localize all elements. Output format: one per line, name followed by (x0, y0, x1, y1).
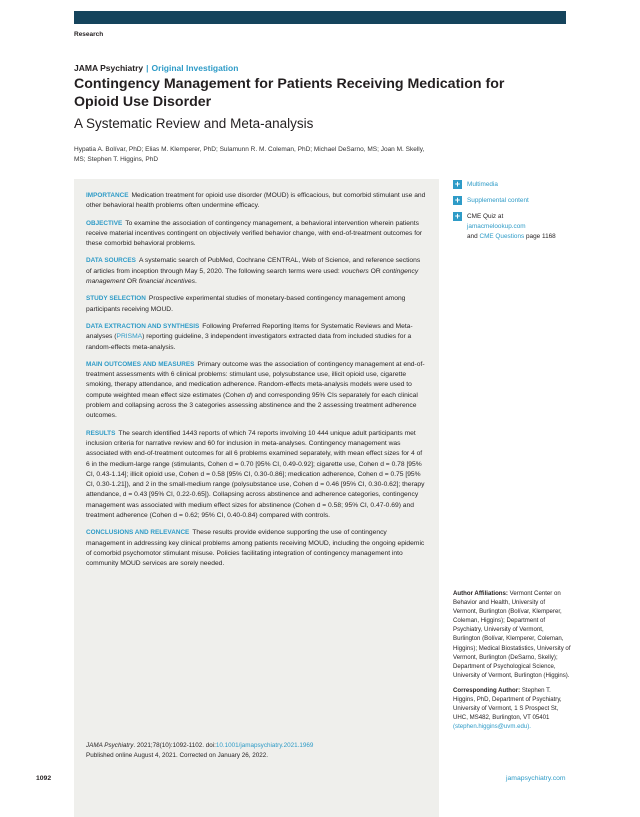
journal-name: JAMA Psychiatry (74, 63, 144, 73)
footer-url[interactable]: jamapsychiatry.com (506, 775, 566, 782)
cme-site-link[interactable]: jamacmelookup.com (467, 223, 526, 230)
search-operator: OR (368, 267, 383, 275)
cme-page: page 1168 (524, 233, 556, 240)
cme-label: CME Quiz at (467, 213, 504, 220)
abstract-data-extraction (86, 322, 427, 353)
plus-icon: + (454, 195, 461, 205)
page-number: 1092 (36, 775, 52, 782)
objective-heading: OBJECTIVE (86, 219, 123, 227)
plus-icon: + (454, 179, 461, 189)
data-sources-end: . (194, 278, 197, 286)
header-bar (74, 11, 566, 24)
importance-text: Medication treatment for opioid use disorder (MOUD) is efficacious, but comorbid stimulant use and other behavioral health problems often undermine efficacy. (86, 192, 426, 210)
search-term: vouchers (341, 267, 369, 275)
affiliations-block (453, 589, 571, 680)
abstract-outcomes (86, 360, 427, 422)
conclusions-heading: CONCLUSIONS AND RELEVANCE (86, 529, 190, 537)
supplemental-label: Supplemental content (467, 197, 529, 204)
abstract-box (74, 179, 439, 817)
corresponding-text: Stephen T. Higgins, PhD, Department of Psychiatry, University of Vermont, 1 S Prospect St, UHC, MS482, Burlington, VT 05401 (453, 686, 562, 722)
sidebar-links (453, 180, 573, 248)
data-extraction-heading: DATA EXTRACTION AND SYNTHESIS (86, 322, 200, 330)
journal-separator: | (146, 63, 149, 73)
supplemental-link[interactable] (453, 196, 573, 206)
affiliations-heading: Author Affiliations: (453, 590, 508, 597)
outcomes-heading: MAIN OUTCOMES AND MEASURES (86, 360, 195, 368)
section-label: Research (74, 31, 104, 38)
data-extraction-text-end: ) reporting guideline, 3 independent investigators extracted data from included studies for a random-effects meta-analysis. (86, 333, 412, 351)
outcomes-text-end: ) and corresponding 95% CIs separately for each clinical problem and collapsing across the 3 categories assessing abstinence and the 2 assessing treatment adherence outcomes. (86, 391, 418, 420)
abstract-objective (86, 219, 427, 250)
multimedia-label: Multimedia (467, 181, 498, 188)
cme-questions-link[interactable]: CME Questions (479, 233, 525, 240)
abstract-importance (86, 191, 427, 212)
data-sources-heading: DATA SOURCES (86, 257, 136, 265)
abstract-conclusions (86, 528, 427, 569)
affiliations-text: Vermont Center on Behavior and Health, University of Vermont, Burlington (Bolívar, Klemperer, Coleman, Higgins); Department of Psychiatry, University of Vermont, Burlington (Bolívar, Klemperer, Coleman, Higgins); Medical Biostatistics, University of Vermont, Burlington (DeSarno, Skelly); Department of Psychological Science, University of Vermont, Burlington (Higgins). (453, 590, 571, 679)
outcomes-text: Primary outcome was the association of contingency management at end-of-treatment assessments with 6 clinical problems: stimulant use, polysubstance use, illicit opioid use, cigarette smoking, therapy attendance, and medication adherence. Random-effects meta-analysis models were used to compute weighted mean effect size estimates (Cohen (86, 360, 425, 399)
cohen-d-symbol: d (246, 391, 251, 399)
cme-quiz (453, 212, 573, 242)
corresponding-author (453, 686, 571, 731)
corresponding-heading: Corresponding Author: (453, 686, 521, 694)
abstract-results (86, 429, 427, 522)
abstract-study-selection (86, 294, 427, 315)
study-selection-heading: STUDY SELECTION (86, 295, 146, 303)
multimedia-link[interactable] (453, 180, 573, 190)
plus-icon[interactable]: + (454, 211, 461, 221)
citation-journal: JAMA Psychiatry (86, 742, 134, 749)
author-affiliations (453, 589, 571, 731)
importance-heading: IMPORTANCE (86, 192, 129, 199)
doi-link[interactable]: 10.1001/jamapsychiatry.2021.1969 (215, 742, 314, 749)
abstract-data-sources (86, 256, 427, 287)
citation-ref: . 2021;78(10):1092-1102. doi: (133, 742, 216, 749)
article-type: Original Investigation (151, 63, 239, 73)
cme-and: and (467, 233, 480, 240)
search-operator: OR (125, 278, 139, 286)
study-selection-text: Prospective experimental studies of monetary-based contingency management among participants receiving MOUD. (86, 295, 406, 313)
results-text: The search identified 1443 reports of which 74 reports involving 10 444 unique adult participants met inclusion criteria for narrative review and 60 for inclusion in meta-analyses. Contingency management was associated with end-of-treatment outcomes for all 6 problems examined separately, with mean effect sizes for 4 of 6 in the medium-large range (stimulants, Cohen d = 0.70 [95% CI, 0.49-0.92]; cigarette use, Cohen d = 0.78 [95% CI, 0.43-1.14]; illicit opioid use, Cohen d = 0.58 [95% CI, 0.30-0.86]; medication adherence, Cohen d = 0.75 [95% CI, 0.30-1.21]), and 2 in the small-medium range (polysubstance use, Cohen d = 0.46 [95% CI, 0.30-0.62]; therapy attendance, d = 0.43 [95% CI, 0.22-0.65]). Collapsing across abstinence and adherence categories, contingency management was associated with medium effect sizes for abstinence (Cohen d = 0.58; 95% CI, 0.47-0.69) and treatment adherence (Cohen d = 0.62; 95% CI, 0.40-0.84) compared with controls. (86, 429, 425, 520)
conclusions-text: These results provide evidence supporting the use of contingency management in addressing key clinical problems among patients receiving MOUD, including the ongoing epidemic of comorbid psychomotor stimulant misuse. Policies facilitating integration of contingency management into community MOUD services are sorely needed. (86, 529, 425, 568)
author-list: Hypatia A. Bolívar, PhD; Elias M. Klemperer, PhD; Sulamunn R. M. Coleman, PhD; Michael DeSarno, MS; Joan M. Skelly, MS; Stephen T. Higgins, PhD (74, 146, 425, 163)
citation-line (86, 741, 427, 751)
prisma-link[interactable]: PRISMA (116, 333, 143, 341)
search-term: contingency management (86, 267, 419, 286)
citation (86, 741, 427, 761)
email-link[interactable]: (stephen.higgins@uvm.edu). (453, 723, 531, 731)
results-heading: RESULTS (86, 429, 116, 437)
search-term: financial incentives (138, 278, 195, 286)
objective-text: To examine the association of contingency management, a behavioral intervention wherein patients receive material incentives contingent on objectively verified behavior change, with end-of-treatment outcomes for these comorbid behavioral problems. (86, 219, 423, 248)
publication-note: Published online August 4, 2021. Corrected on January 26, 2022. (86, 752, 269, 759)
journal-line (74, 63, 238, 73)
data-sources-text: A systematic search of PubMed, Cochrane CENTRAL, Web of Science, and reference sections of articles from inception through May 5, 2020. The following search terms were used: (86, 257, 421, 275)
data-extraction-text: Following Preferred Reporting Items for Systematic Reviews and Meta-analyses ( (86, 322, 413, 341)
article-subtitle: A Systematic Review and Meta-analysis (74, 116, 314, 131)
article-title: Contingency Management for Patients Receiving Medication for Opioid Use Disorder (74, 76, 505, 110)
